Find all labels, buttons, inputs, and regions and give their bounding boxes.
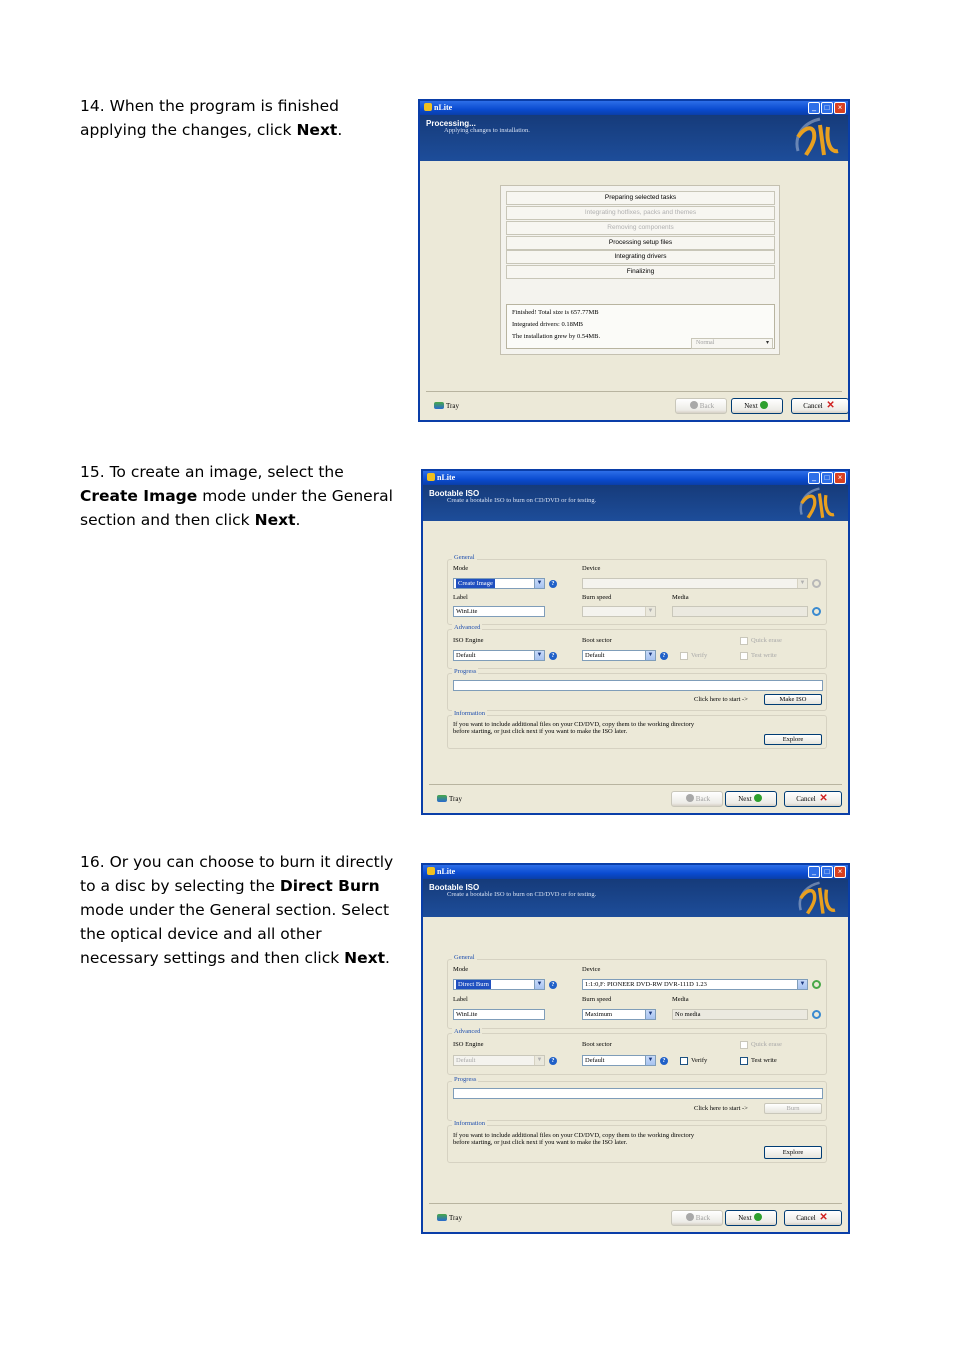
cancel-button[interactable]: Cancel ✕ (784, 791, 842, 807)
task-item: Processing setup files (506, 236, 775, 250)
info-text: If you want to include additional files on your CD/DVD, copy them to the working directory (453, 721, 695, 728)
dropdown-arrow-icon: ▼ (645, 1056, 655, 1065)
task-panel (500, 185, 780, 355)
quick-erase-checkbox[interactable] (740, 637, 748, 645)
nlite-app-icon (424, 103, 432, 111)
maximize-icon[interactable]: □ (821, 102, 833, 114)
iso-engine-label: ISO Engine (453, 1041, 484, 1048)
page-header (423, 879, 848, 917)
device-refresh-icon[interactable] (812, 579, 821, 588)
progress-group (447, 1076, 827, 1121)
advanced-group (447, 1028, 827, 1075)
page-subtitle: Create a bootable ISO to burn on CD/DVD or for testing. (447, 497, 597, 504)
step-16-text: 16. Or you can choose to burn it directly to a disc by selecting the Direct Burn mode under the General section. Select the optical device and all other necessary settings and then click Next. (80, 853, 394, 967)
label-input[interactable]: WinLite (453, 606, 545, 617)
iso-engine-select[interactable]: Default ▼ (453, 1055, 545, 1066)
make-iso-button[interactable]: Make ISO (764, 694, 822, 705)
step-14-text: 14. When the program is finished applying the changes, click Next. (80, 97, 343, 139)
iso-body (423, 521, 848, 785)
dropdown-arrow-icon: ▼ (645, 607, 655, 616)
task-item: Finalizing (506, 265, 775, 279)
group-label: Advanced (454, 1028, 481, 1035)
burn-speed-label: Burn speed (582, 996, 612, 1003)
start-hint: Click here to start -> (694, 696, 748, 703)
tray-button[interactable]: Tray (437, 1214, 462, 1222)
back-arrow-icon (686, 794, 694, 802)
advanced-group (447, 624, 827, 669)
help-icon[interactable]: ? (549, 652, 557, 660)
burn-speed-label: Burn speed (582, 594, 612, 601)
back-button[interactable]: Back (675, 398, 727, 414)
mode-label: Mode (453, 565, 469, 572)
bootable-iso-window-burn (421, 863, 850, 1234)
boot-sector-select[interactable]: Default ▼ (582, 1055, 656, 1066)
help-icon[interactable]: ? (549, 1057, 557, 1065)
processing-body (420, 161, 848, 392)
iso-engine-select[interactable]: Default ▼ (453, 650, 545, 661)
start-hint: Click here to start -> (694, 1105, 748, 1112)
cancel-x-icon: ✕ (819, 1212, 828, 1223)
label-label: Label (453, 594, 468, 601)
group-label: Information (454, 710, 486, 717)
progress-bar (453, 680, 823, 691)
verify-checkbox[interactable] (680, 1057, 688, 1065)
burn-speed-select[interactable]: Maximum ▼ (582, 1009, 656, 1020)
next-arrow-icon (754, 1213, 762, 1221)
help-icon[interactable]: ? (549, 981, 557, 989)
device-label: Device (582, 966, 601, 973)
maximize-icon[interactable]: □ (821, 472, 833, 484)
footer-bar (423, 1204, 848, 1232)
mode-select[interactable]: Direct Burn ▼ (453, 979, 545, 990)
page-title: Processing... (426, 119, 476, 128)
page-subtitle: Create a bootable ISO to burn on CD/DVD or for testing. (447, 891, 597, 898)
dropdown-arrow-icon: ▼ (645, 651, 655, 660)
tray-button[interactable]: Tray (434, 402, 459, 410)
task-item: Preparing selected tasks (506, 191, 775, 205)
back-button[interactable]: Back (671, 791, 723, 807)
device-select[interactable] (582, 578, 808, 589)
dropdown-arrow-icon: ▼ (534, 579, 544, 588)
media-refresh-icon[interactable] (812, 607, 821, 616)
footer-bar (420, 392, 848, 420)
cancel-button[interactable]: Cancel ✕ (791, 398, 849, 414)
dropdown-arrow-icon: ▾ (765, 340, 769, 346)
explore-button[interactable]: Explore (764, 734, 822, 745)
maximize-icon[interactable]: □ (821, 866, 833, 878)
information-group (447, 710, 827, 749)
result-log: Finished! Total size is 657.77MB Integrated drivers: 0.18MB The installation grew by 0.54MB. (506, 304, 775, 349)
cancel-x-icon: ✕ (826, 400, 835, 411)
close-icon[interactable]: × (834, 866, 846, 878)
device-label: Device (582, 565, 601, 572)
group-label: Information (454, 1120, 486, 1127)
step-15-text: 15. To create an image, select the Create Image mode under the General section and then click Next. (80, 463, 393, 529)
group-label: Progress (454, 668, 477, 675)
tray-icon (437, 795, 447, 802)
media-refresh-icon[interactable] (812, 1010, 821, 1019)
burn-speed-select[interactable] (582, 606, 656, 617)
boot-sector-select[interactable]: Default ▼ (582, 650, 656, 661)
iso-body (423, 917, 848, 1204)
page-title: Bootable ISO (429, 489, 480, 498)
next-arrow-icon (760, 401, 768, 409)
minimize-icon[interactable]: _ (808, 866, 820, 878)
general-group (447, 554, 827, 625)
quick-erase-label: Quick erase (751, 637, 782, 644)
label-input[interactable]: WinLite (453, 1009, 545, 1020)
quick-erase-label: Quick erase (751, 1041, 782, 1048)
title-bar[interactable]: nLite _ □ × (420, 101, 848, 115)
media-label: Media (672, 594, 689, 601)
next-button[interactable]: Next (725, 791, 777, 807)
close-icon[interactable]: × (834, 472, 846, 484)
progress-group (447, 668, 827, 711)
verify-label: Verify (691, 1057, 708, 1064)
title-bar[interactable]: nLite _ □ × (423, 471, 848, 485)
iso-engine-label: ISO Engine (453, 637, 484, 644)
nlite-app-icon (427, 867, 435, 875)
dropdown-arrow-icon: ▼ (534, 980, 544, 989)
next-button[interactable]: Next (731, 398, 783, 414)
verify-label: Verify (691, 652, 708, 659)
label-label: Label (453, 996, 468, 1003)
tray-icon (437, 1214, 447, 1221)
close-icon[interactable]: × (834, 102, 846, 114)
info-text: before starting, or just click next if you want to make the ISO later. (453, 1139, 628, 1146)
group-label: General (454, 554, 475, 561)
next-arrow-icon (754, 794, 762, 802)
help-icon[interactable]: ? (660, 1057, 668, 1065)
dropdown-arrow-icon: ▼ (534, 1056, 544, 1065)
dropdown-arrow-icon: ▼ (534, 651, 544, 660)
page-title: Bootable ISO (429, 883, 480, 892)
priority-select[interactable]: Normal ▾ (691, 338, 773, 349)
test-write-checkbox[interactable] (740, 1057, 748, 1065)
cancel-x-icon: ✕ (819, 793, 828, 804)
boot-sector-label: Boot sector (582, 1041, 612, 1048)
nlite-logo-icon (790, 881, 844, 917)
task-item: Integrating hotfixes, packs and themes (506, 206, 775, 220)
page-header (423, 485, 848, 521)
bootable-iso-window-create (421, 469, 850, 815)
nlite-logo-icon (790, 487, 844, 521)
media-field: No media (672, 1009, 808, 1020)
dropdown-arrow-icon: ▼ (797, 980, 807, 989)
back-button[interactable]: Back (671, 1210, 723, 1226)
burn-button[interactable]: Burn (764, 1103, 822, 1114)
group-label: General (454, 954, 475, 961)
task-item: Removing components (506, 221, 775, 235)
processing-window (418, 99, 850, 422)
device-select[interactable]: 1:1:0,F: PIONEER DVD-RW DVR-111D 1.23 ▼ (582, 979, 808, 990)
mode-select[interactable]: Create Image ▼ (453, 578, 545, 589)
task-item: Integrating drivers (506, 250, 775, 264)
nlite-app-icon (427, 473, 435, 481)
test-write-checkbox[interactable] (740, 652, 748, 660)
group-label: Advanced (454, 624, 481, 631)
group-label: Progress (454, 1076, 477, 1083)
footer-bar (423, 785, 848, 813)
title-bar[interactable]: nLite _ □ × (423, 865, 848, 879)
back-arrow-icon (690, 401, 698, 409)
explore-button[interactable]: Explore (764, 1146, 822, 1159)
minimize-icon[interactable]: _ (808, 472, 820, 484)
info-text: before starting, or just click next if you want to make the ISO later. (453, 728, 628, 735)
help-icon[interactable]: ? (549, 580, 557, 588)
media-label: Media (672, 996, 689, 1003)
mode-label: Mode (453, 966, 469, 973)
page-subtitle: Applying changes to installation. (444, 127, 530, 134)
progress-bar (453, 1088, 823, 1099)
page-header (420, 115, 848, 161)
cancel-button[interactable]: Cancel ✕ (784, 1210, 842, 1226)
minimize-icon[interactable]: _ (808, 102, 820, 114)
test-write-label: Test write (751, 1057, 777, 1064)
tray-icon (434, 402, 444, 409)
general-group (447, 954, 827, 1029)
boot-sector-label: Boot sector (582, 637, 612, 644)
device-refresh-icon[interactable] (812, 980, 821, 989)
dropdown-arrow-icon: ▼ (645, 1010, 655, 1019)
media-field (672, 606, 808, 617)
back-arrow-icon (686, 1213, 694, 1221)
test-write-label: Test write (751, 652, 777, 659)
dropdown-arrow-icon: ▼ (797, 579, 807, 588)
quick-erase-checkbox[interactable] (740, 1041, 748, 1049)
verify-checkbox[interactable] (680, 652, 688, 660)
nlite-logo-icon (790, 117, 844, 159)
info-text: If you want to include additional files on your CD/DVD, copy them to the working directory (453, 1132, 695, 1139)
information-group (447, 1120, 827, 1163)
help-icon[interactable]: ? (660, 652, 668, 660)
next-button[interactable]: Next (725, 1210, 777, 1226)
tray-button[interactable]: Tray (437, 795, 462, 803)
